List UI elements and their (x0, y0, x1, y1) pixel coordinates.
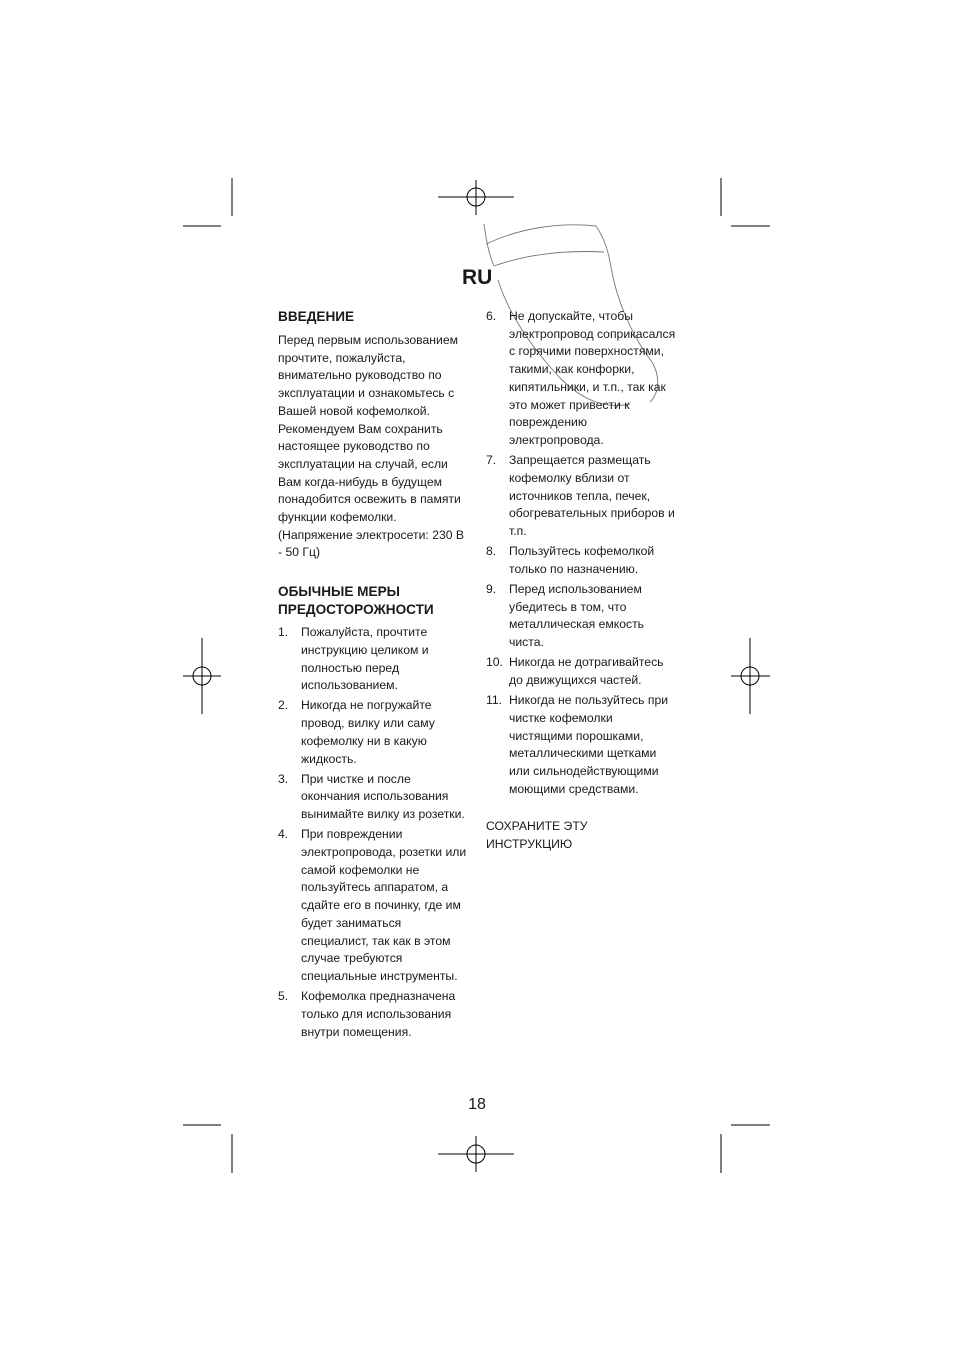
item-number: 6. (486, 309, 497, 323)
item-text: Никогда не дотрагивайтесь до движущихся частей. (509, 655, 664, 688)
language-code: RU (462, 266, 493, 289)
item-number: 10. (486, 655, 503, 670)
item-number: 8. (486, 544, 497, 559)
item-number: 11. (486, 693, 503, 708)
item-number: 9. (486, 582, 497, 597)
list-item (278, 988, 478, 1041)
crop-mark-bottom-right (721, 1125, 770, 1173)
item-number: 3. (278, 771, 289, 786)
crop-mark-top-left (183, 178, 232, 226)
list-item (278, 771, 478, 824)
item-text: Никогда не погружайте провод, вилку или саму кофемолку ни в какую жидкость. (301, 698, 435, 766)
intro-text: Перед первым использованием прочтите, пожалуйста, внимательно руководство по эксплуатации и ознакомьтесь с Вашей новой кофемолкой. Рекомендуем Вам сохранить настоящее руководство по эксплуатации на случай, если Вам когда-нибудь в будущем понадобится освежить в памяти функции кофемолки. (Напряжение электросети: 230 В - 50 Гц) (278, 333, 465, 560)
item-text: Не допускайте, чтобы электропровод соприкасался с горячими поверхностями, такими, как конфорки, кипятильники, и т.п., так как это может привести к повреждению электропровода. (509, 309, 676, 447)
list-item (278, 826, 478, 985)
item-text: Перед использованием убедитесь в том, что металлическая емкость чиста. (509, 582, 645, 650)
list-item (486, 543, 686, 578)
item-text: При чистке и после окончания использования вынимайте вилку из розетки. (301, 771, 465, 822)
registration-mark-left (183, 638, 221, 714)
left-column (278, 308, 478, 1044)
registration-mark-right (731, 638, 770, 714)
item-number: 5. (278, 989, 289, 1004)
item-text: Кофемолка предназначена только для использования внутри помещения. (301, 989, 456, 1039)
precautions-list-part-2 (486, 308, 686, 798)
registration-mark-top (438, 180, 514, 215)
item-number: 1. (278, 625, 289, 640)
registration-mark-bottom (438, 1136, 514, 1172)
item-text: Никогда не пользуйтесь при чистке кофемолки чистящими порошками, металлическими щетками или сильнодействующими моющими средствами. (509, 693, 669, 796)
list-item (486, 692, 686, 798)
item-number: 2. (278, 698, 289, 713)
precautions-heading: ОБЫЧНЫЕ МЕРЫ ПРЕДОСТОРОЖНОСТИ (278, 584, 434, 618)
crop-mark-top-right (721, 178, 770, 226)
intro-heading: ВВЕДЕНИЕ (278, 309, 355, 324)
right-column (486, 308, 686, 854)
crop-mark-bottom-left (183, 1125, 232, 1173)
list-item (486, 452, 686, 541)
item-number: 7. (486, 453, 497, 468)
list-item (486, 654, 686, 689)
item-number: 4. (278, 827, 289, 842)
list-item (486, 308, 686, 450)
item-text: Пожалуйста, прочтите инструкцию целиком и полностью перед использованием. (301, 625, 429, 693)
precautions-list-part-1 (278, 624, 478, 1041)
page-number: 18 (468, 1096, 486, 1113)
list-item (486, 581, 686, 652)
list-item (278, 624, 478, 695)
save-instructions-note: СОХРАНИТЕ ЭТУ ИНСТРУКЦИЮ (486, 819, 588, 852)
item-text: При повреждении электропровода, розетки или самой кофемолки не пользуйтесь аппаратом, а сдайте его в починку, где им будет заниматься специалист, так как в этом случае требуются специальные инструменты. (301, 827, 467, 983)
item-text: Запрещается размещать кофемолку вблизи от источников тепла, печек, обогревательных приборов и т.п. (509, 453, 675, 538)
item-text: Пользуйтесь кофемолкой только по назначению. (509, 544, 655, 576)
list-item (278, 697, 478, 768)
